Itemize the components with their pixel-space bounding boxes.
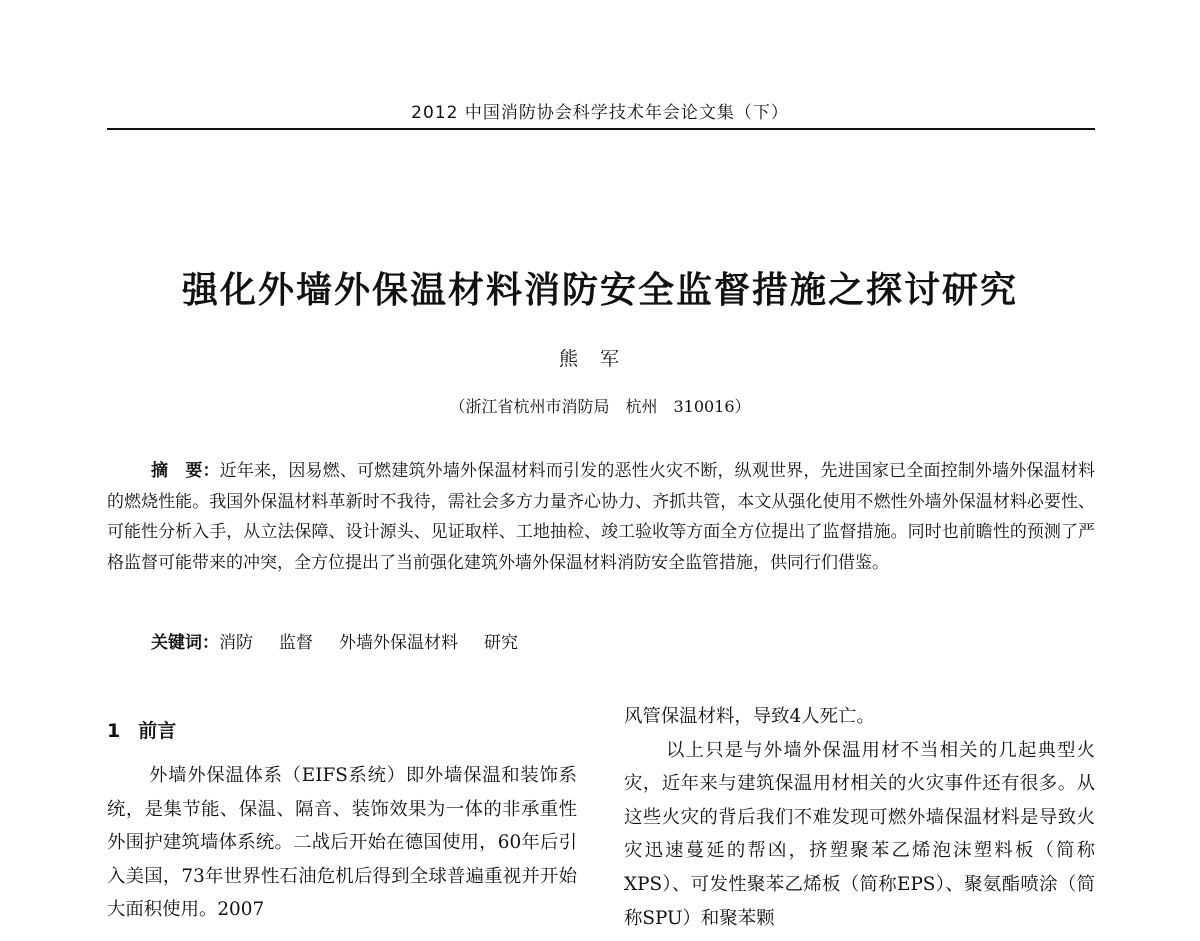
keywords-label: 关键词： (151, 633, 219, 653)
right-paragraph-1: 风管保温材料，导致4人死亡。 (624, 706, 875, 727)
keyword-item: 研究 (484, 633, 518, 653)
author-name: 熊军 (558, 348, 641, 370)
keywords (151, 628, 1091, 653)
paper-title: 强化外墙外保温材料消防安全监督措施之探讨研究 (181, 270, 1018, 311)
body-left-column: 外墙外保温体系（EIFS系统）即外墙保温和装饰系统，是集节能、保温、隔音、装饰效果为一体的非承重性外围护建筑墙体系统。二战后开始在德国使用，60年后引入美国，73年世界性石油危机后得到全球普遍重视并开始大面积使用。2007 (107, 765, 577, 921)
abstract-text: 近年来，因易燃、可燃建筑外墙外保温材料而引发的恶性火灾不断，纵观世界，先进国家已全面控制外墙外保温材料的燃烧性能。我国外保温材料革新时不我待，需社会多方力量齐心协力、齐抓共管，本文从强化使用不燃性外墙外保温材料必要性、可能性分析入手，从立法保障、设计源头、见证取样、工地抽检、竣工验收等方面全方位提出了监督措施。同时也前瞻性的预测了严格监督可能带来的冲突，全方位提出了当前强化建筑外墙外保温材料消防安全监管措施，供同行们借鉴。 (107, 461, 1096, 573)
section-heading (107, 716, 176, 743)
section-number: 1 (107, 720, 121, 742)
keyword-item: 监督 (279, 633, 313, 653)
keyword-item: 消防 (219, 633, 253, 653)
header-rule (107, 128, 1095, 130)
section-title: 前言 (138, 720, 177, 742)
abstract-label: 摘 要： (151, 461, 220, 481)
right-paragraph-2: 以上只是与外墙外保温用材不当相关的几起典型火灾，近年来与建筑保温用材相关的火灾事件还有很多。从这些火灾的背后我们不难发现可燃外墙保温材料是导致火灾迅速蔓延的帮凶，挤塑聚苯乙烯泡沫塑料板（简称XPS）、可发性聚苯乙烯板（简称EPS）、聚氨酯喷涂（简称SPU）和聚苯颗 (624, 739, 1095, 929)
author-affiliation: （浙江省杭州市消防局 杭州 310016） (449, 397, 751, 416)
abstract (107, 456, 1095, 578)
running-header: 2012 中国消防协会科学技术年会论文集（下） (411, 103, 789, 123)
keyword-item: 外墙外保温材料 (339, 633, 458, 653)
body-right-column (624, 700, 1095, 935)
